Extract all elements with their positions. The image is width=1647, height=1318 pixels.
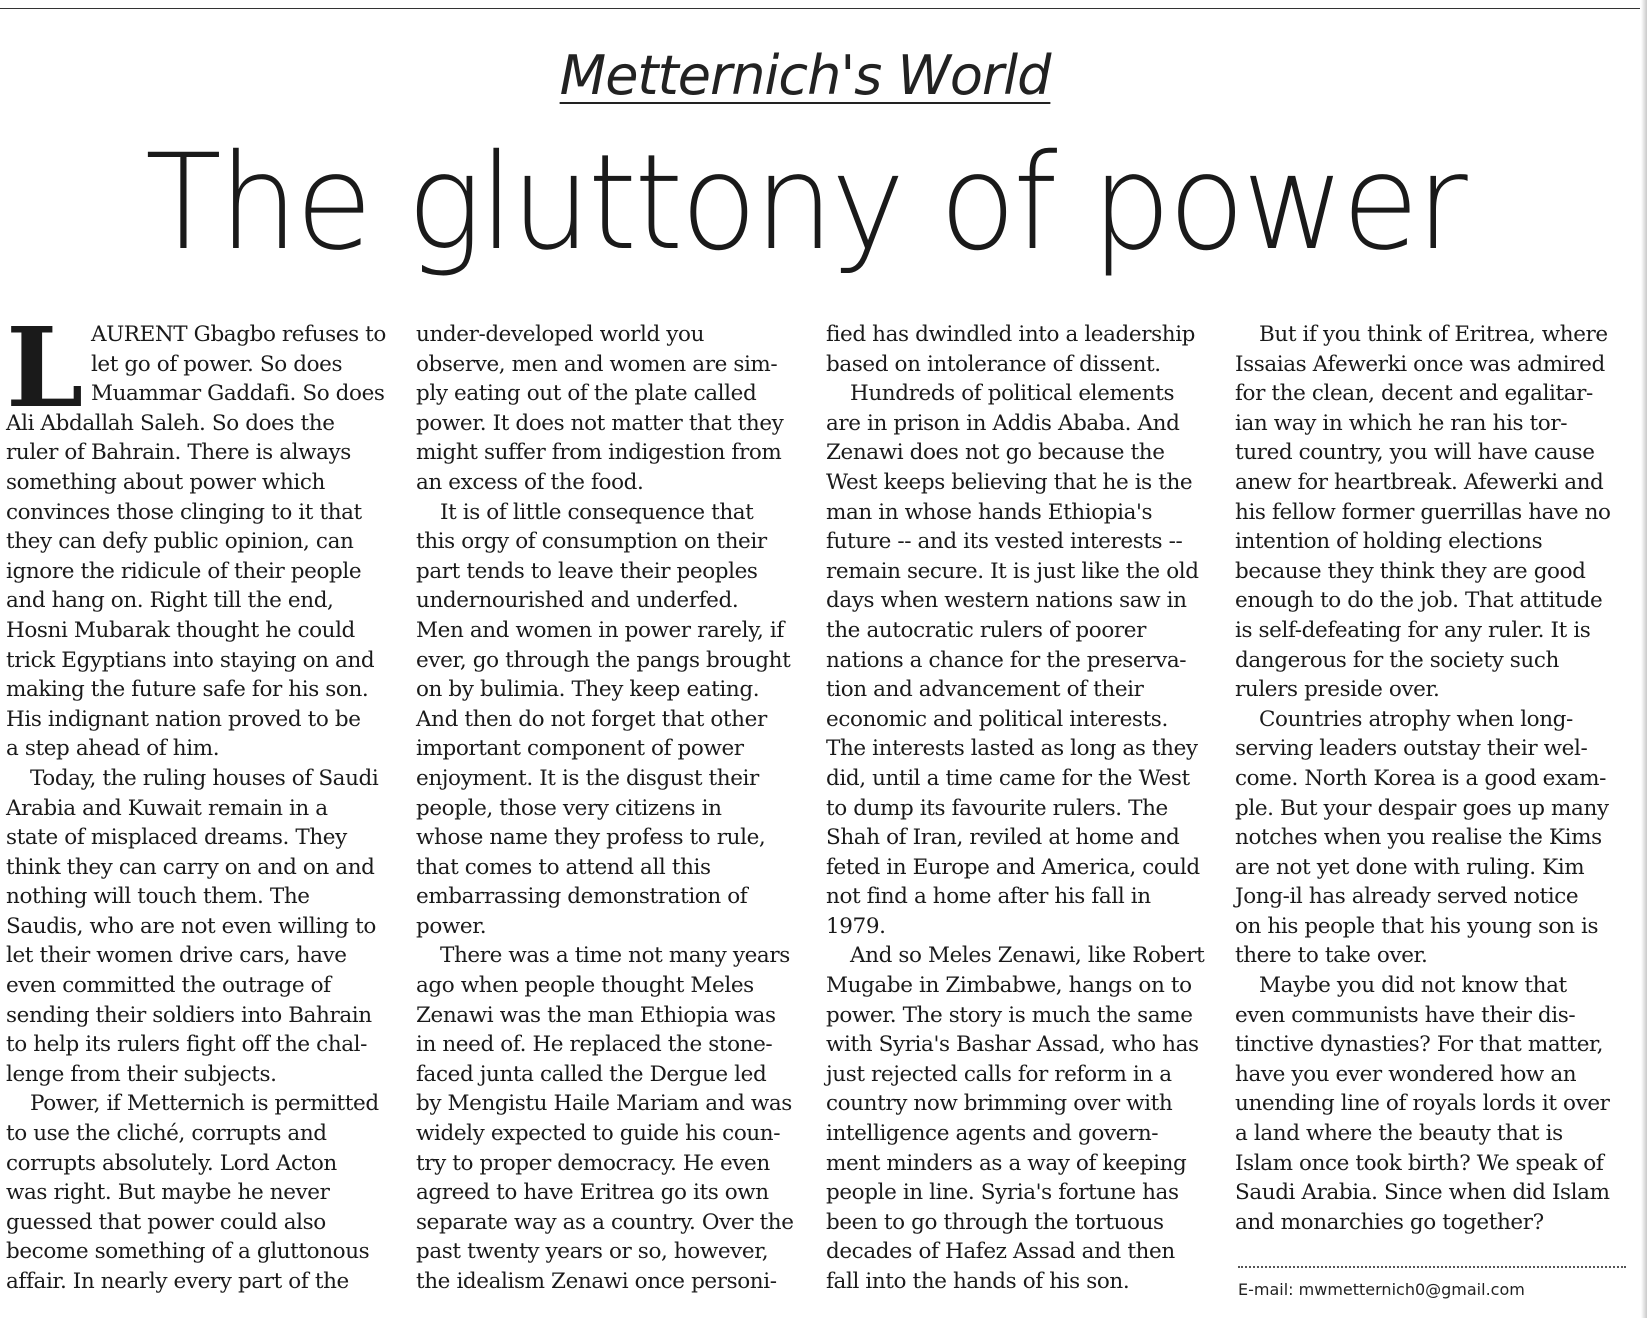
article-line: Zenawi was the man Ethiopia was [416,1002,776,1028]
article-line: to use the cliché, corrupts and [6,1121,327,1147]
article-line: Countries atrophy when long- [1259,706,1573,732]
article-line: on by bulimia. They keep eating. [416,677,760,703]
article-line: power. [416,913,487,939]
drop-cap: L [6,303,83,432]
article-line: West keeps believing that he is the [826,469,1193,495]
article-line: not find a home after his fall in [826,884,1151,910]
article-line: affair. In nearly every part of the [6,1269,349,1294]
article-line: to help its rulers fight off the chal- [6,1032,368,1058]
article-line: agreed to have Eritrea go its own [416,1180,769,1206]
article-line: notches when you realise the Kims [1235,825,1602,851]
article-line: just rejected calls for reform in a [826,1061,1172,1087]
article-line: whose name they profess to rule, [416,825,766,851]
article-line: people in line. Syria's fortune has [826,1180,1179,1206]
article-line: making the future safe for his son. [6,677,369,703]
article-line: try to proper democracy. He even [416,1150,770,1176]
headline: The gluttony of power [145,126,1465,280]
article-line: past twenty years or so, however, [416,1239,769,1265]
article-line: lenge from their subjects. [6,1061,277,1087]
article-line: are in prison in Addis Ababa. And [826,410,1180,436]
article-line: And then do not forget that other [416,706,767,732]
article-line: his fellow former guerrillas have no [1235,499,1611,525]
article-line: and monarchies go together? [1235,1209,1544,1235]
article-line: faced junta called the Dergue led [416,1061,767,1087]
top-rule [0,8,1640,9]
article-line: fied has dwindled into a leadership [826,322,1196,347]
article-column-3 [826,320,1208,1297]
article-line: It is of little consequence that [440,499,754,525]
article-line: But if you think of Eritrea, where [1259,322,1608,347]
article-line: anew for heartbreak. Afewerki and [1235,469,1604,495]
article-line: important component of power [416,736,744,762]
article-line: enjoyment. It is the disgust their [416,765,759,791]
article-line: Saudi Arabia. Since when did Islam [1235,1180,1610,1206]
article-line: guessed that power could also [6,1209,326,1235]
article-line: because they think they are good [1235,558,1586,584]
dotted-separator [1238,1266,1626,1268]
article-line: feted in Europe and America, could [826,854,1200,880]
article-line: is self-defeating for any ruler. It is [1235,617,1591,643]
article-line: even communists have their dis- [1235,1002,1576,1028]
article-line: economic and political interests. [826,706,1168,732]
article-line: people, those very citizens in [416,795,722,821]
article-line: under-developed world you [416,322,705,347]
article-line: been to go through the tortuous [826,1209,1164,1235]
article-line: something about power which [6,469,325,495]
author-email: E-mail: mwmetternich0@gmail.com [1238,1280,1525,1299]
article-line: days when western nations saw in [826,588,1187,614]
article-line: Shah of Iran, reviled at home and [826,825,1180,851]
article-line: with Syria's Bashar Assad, who has [826,1032,1199,1058]
article-line: come. North Korea is a good exam- [1235,765,1606,791]
article-line: serving leaders outstay their wel- [1235,736,1588,762]
article-line: for the clean, decent and egalitar- [1235,381,1593,407]
article-line: that comes to attend all this [416,854,711,880]
article-line: corrupts absolutely. Lord Acton [6,1150,337,1176]
article-column-1 [6,303,388,1297]
article-line: unending line of royals lords it over [1235,1091,1610,1117]
page-edge-shadow [1641,0,1647,1318]
article-line: Zenawi does not go because the [826,440,1165,466]
article-line: power. It does not matter that they [416,410,784,436]
article-line: tured country, you will have cause [1235,440,1595,466]
article-line: nations a chance for the preserva- [826,647,1187,673]
article-line: ian way in which he ran his tor- [1235,410,1568,436]
article-line: Men and women in power rarely, if [416,617,784,643]
article-line: Mugabe in Zimbabwe, hangs on to [826,973,1192,999]
article-line: to dump its favourite rulers. The [826,795,1168,821]
article-line: convinces those clinging to it that [6,499,362,525]
article-line: His indignant nation proved to be [6,706,361,732]
article-line: even committed the outrage of [6,973,331,999]
article-column-1-body [6,303,388,1297]
article-line: part tends to leave their peoples [416,558,758,584]
article-line: tion and advancement of their [826,677,1144,703]
article-line: sending their soldiers into Bahrain [6,1002,372,1028]
article-line: Saudis, who are not even willing to [6,913,376,939]
article-line: decades of Hafez Assad and then [826,1239,1175,1265]
article-line: they can defy public opinion, can [6,529,354,555]
article-line: are not yet done with ruling. Kim [1235,854,1585,880]
article-line: country now brimming over with [826,1091,1173,1117]
article-line: think they can carry on and on and [6,854,375,880]
article-line: and hang on. Right till the end, [6,588,334,614]
article-line: the autocratic rulers of poorer [826,617,1146,643]
article-line: was right. But maybe he never [6,1180,330,1206]
article-line: Issaias Afewerki once was admired [1235,351,1605,377]
article-line: And so Meles Zenawi, like Robert [850,943,1205,969]
article-line: power. The story is much the same [826,1002,1193,1028]
article-line: AURENT Gbagbo refuses to [90,322,386,347]
article-column-2 [416,320,798,1297]
article-line: on his people that his young son is [1235,913,1599,939]
article-line: become something of a gluttonous [6,1239,370,1265]
article-line: intelligence agents and govern- [826,1121,1159,1147]
article-line: trick Egyptians into staying on and [6,647,375,673]
article-line: Arabia and Kuwait remain in a [6,795,328,821]
article-line: ple. But your despair goes up many [1235,795,1609,821]
article-line: ignore the ridicule of their people [6,558,362,584]
article-line: a step ahead of him. [6,736,220,762]
article-line: ever, go through the pangs brought [416,647,791,673]
article-line: let go of power. So does [90,351,343,377]
article-line: nothing will touch them. The [6,884,310,910]
article-line: future -- and its vested interests -- [826,529,1183,555]
article-line: did, until a time came for the West [826,765,1190,791]
article-line: have you ever wondered how an [1235,1061,1577,1087]
article-line: by Mengistu Haile Mariam and was [416,1091,792,1117]
article-line: Power, if Metternich is permitted [30,1091,379,1117]
article-line: intention of holding elections [1235,529,1543,555]
column-kicker [0,44,1610,107]
article-line: rulers preside over. [1235,677,1440,703]
article-line: Ali Abdallah Saleh. So does the [6,410,335,436]
article-line: tinctive dynasties? For that matter, [1235,1032,1604,1058]
article-line: state of misplaced dreams. They [6,825,347,851]
article-line: ago when people thought Meles [416,973,754,999]
article-line: Islam once took birth? We speak of [1235,1150,1604,1176]
article-line: There was a time not many years [440,943,790,969]
article-line: ment minders as a way of keeping [826,1150,1187,1176]
column-kicker-text: Metternich's World [559,44,1051,107]
article-line: based on intolerance of dissent. [826,351,1161,377]
article-line: Jong-il has already served notice [1235,884,1579,910]
article-line: in need of. He replaced the stone- [416,1032,773,1058]
article-line: enough to do the job. That attitude [1235,588,1603,614]
article-line: widely expected to guide his coun- [416,1121,781,1147]
article-line: man in whose hands Ethiopia's [826,499,1153,525]
article-line: might suffer from indigestion from [416,440,782,466]
article-line: fall into the hands of his son. [826,1269,1130,1294]
article-column-4 [1235,320,1625,1237]
article-line: observe, men and women are sim- [416,351,778,377]
article-line: The interests lasted as long as they [826,736,1198,762]
article-line: ply eating out of the plate called [416,381,757,407]
article-line: dangerous for the society such [1235,647,1559,673]
article-line: embarrassing demonstration of [416,884,748,910]
article-line: undernourished and underfed. [416,588,739,614]
article-line: an excess of the food. [416,469,644,495]
article-line: remain secure. It is just like the old [826,558,1199,584]
article-line: Hundreds of political elements [850,381,1175,407]
article-line: Maybe you did not know that [1259,973,1567,999]
article-line: there to take over. [1235,943,1428,969]
article-line: 1979. [826,913,886,939]
article-line: Muammar Gaddafi. So does [90,381,385,407]
article-line: this orgy of consumption on their [416,529,767,555]
article-line: let their women drive cars, have [6,943,347,969]
article-line: Today, the ruling houses of Saudi [30,765,379,791]
article-line: Hosni Mubarak thought he could [6,617,355,643]
article-line: the idealism Zenawi once personi- [416,1269,777,1294]
article-line: a land where the beauty that is [1235,1121,1563,1147]
article-line: separate way as a country. Over the [416,1209,794,1235]
article-line: ruler of Bahrain. There is always [6,440,351,466]
